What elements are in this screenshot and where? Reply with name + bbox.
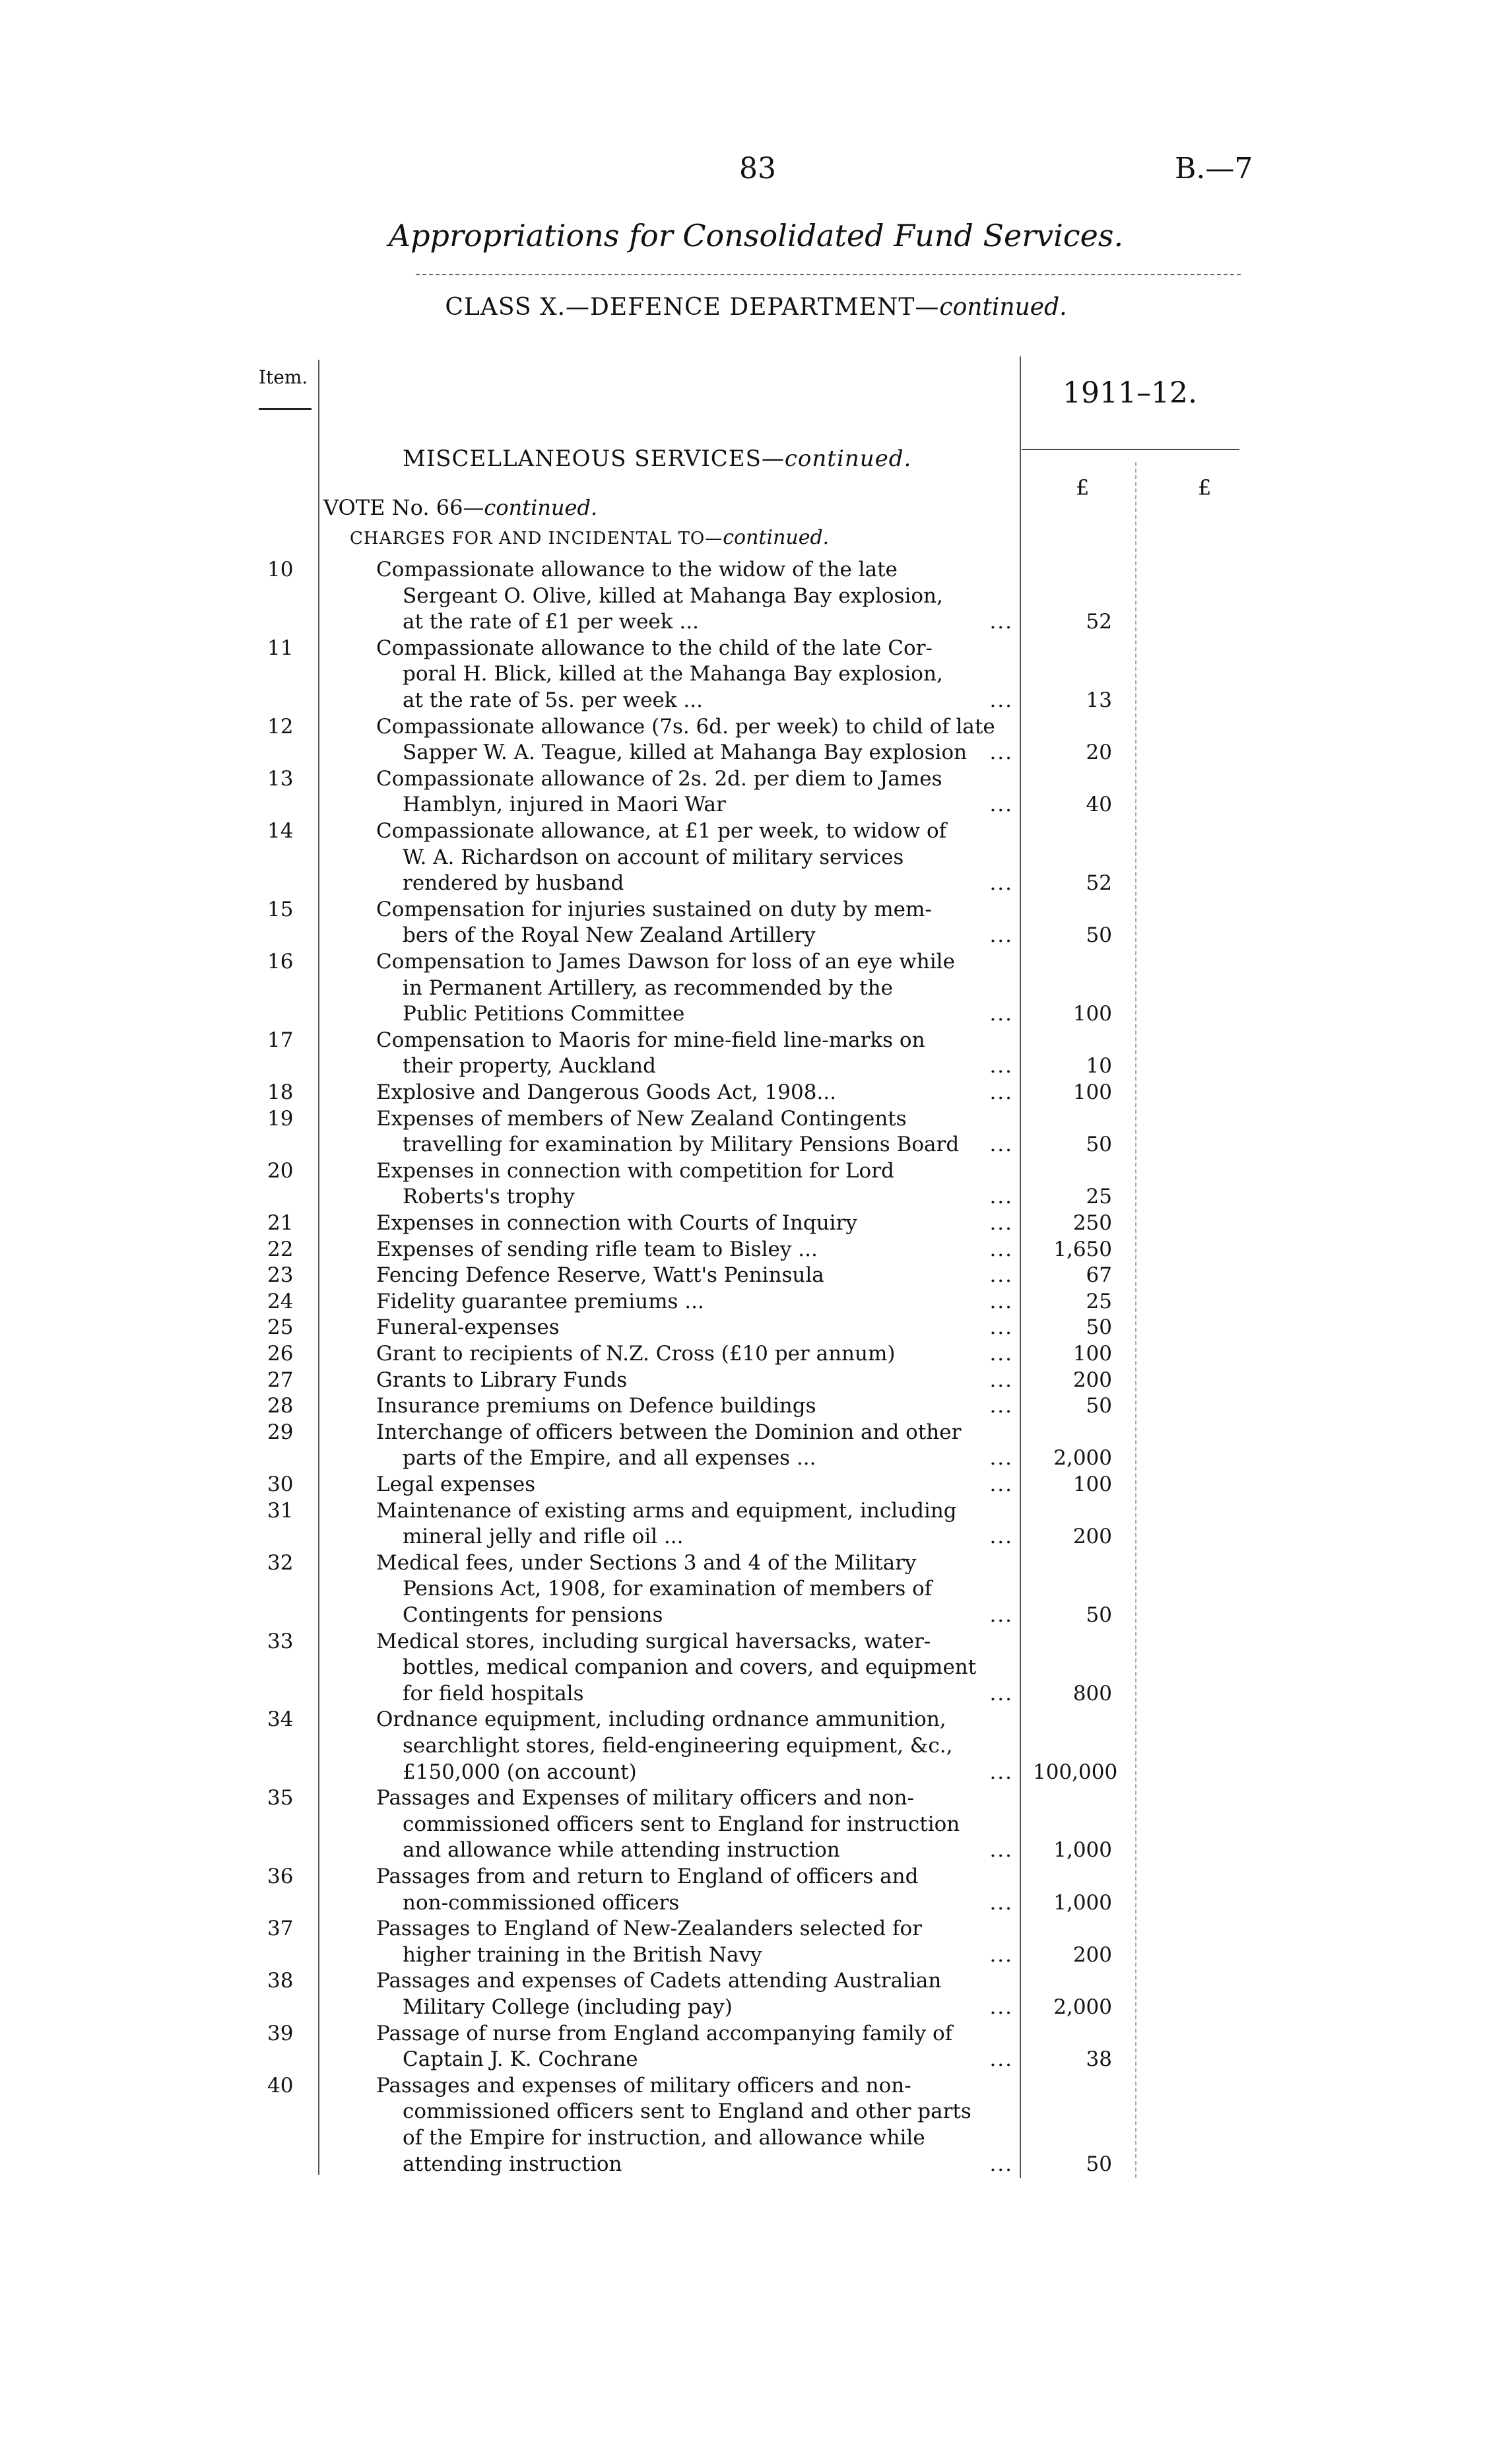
vote-heading-continued: continued. bbox=[484, 495, 598, 520]
item-number: 19 bbox=[267, 1106, 294, 1131]
item-amount: 100 bbox=[1072, 1080, 1112, 1104]
item-description-line bbox=[403, 2047, 1013, 2071]
item-number: 16 bbox=[267, 950, 294, 974]
item-description-text: Pensions Act, 1908, for examination of members of bbox=[403, 1577, 933, 1601]
item-description-line bbox=[376, 1159, 1013, 1183]
leader-dots: ... bbox=[989, 1185, 1013, 1209]
pound-sign-right: £ bbox=[1198, 475, 1212, 500]
charges-subheading bbox=[350, 526, 829, 549]
item-description-text: higher training in the British Navy bbox=[403, 1942, 762, 1967]
item-description-line bbox=[376, 898, 1013, 921]
item-number: 27 bbox=[267, 1368, 294, 1392]
charges-subheading-continued: continued. bbox=[723, 526, 830, 549]
item-amount: 1,650 bbox=[1053, 1237, 1112, 1261]
item-description-text: Compensation to Maoris for mine-field line-marks on bbox=[376, 1028, 925, 1052]
item-amount: 800 bbox=[1072, 1681, 1112, 1705]
item-description-text: Funeral-expenses bbox=[376, 1315, 560, 1340]
item-description-text: travelling for examination by Military Pensions Board bbox=[403, 1133, 960, 1157]
leader-dots: ... bbox=[989, 1995, 1013, 2019]
item-description-text: Passages to England of New-Zealanders selected for bbox=[376, 1917, 922, 1941]
item-description-text: Insurance premiums on Defence buildings bbox=[376, 1394, 816, 1418]
item-amount: 13 bbox=[1086, 688, 1112, 712]
item-description-text: Compassionate allowance, at £1 per week, to widow of bbox=[376, 819, 947, 843]
item-description-line bbox=[376, 715, 1013, 739]
item-description-line bbox=[376, 1394, 1013, 1418]
item-description-line bbox=[376, 1107, 1013, 1131]
item-description-text: Passages and expenses of military officers and non- bbox=[376, 2073, 911, 2098]
item-amount: 38 bbox=[1086, 2047, 1112, 2072]
item-number: 32 bbox=[267, 1550, 294, 1575]
item-amount: 50 bbox=[1086, 1133, 1112, 1157]
item-description-text: Interchange of officers between the Dominion and other bbox=[376, 1420, 962, 1444]
item-description-text: Grant to recipients of N.Z. Cross (£10 per annum) bbox=[376, 1342, 896, 1366]
item-description-line bbox=[376, 1080, 1013, 1104]
item-description-line bbox=[376, 1917, 1013, 1940]
item-description-text: Expenses of sending rifle team to Bisley ... bbox=[376, 1237, 818, 1261]
item-description-line bbox=[403, 2100, 1013, 2123]
class-heading-continued: continued. bbox=[939, 294, 1067, 321]
item-column-header: Item. bbox=[259, 366, 308, 388]
item-description-line bbox=[403, 1133, 1013, 1156]
item-number: 20 bbox=[267, 1158, 294, 1183]
item-amount: 52 bbox=[1086, 610, 1112, 634]
item-description-text: Expenses of members of New Zealand Contingents bbox=[376, 1106, 907, 1131]
item-description-text: Fidelity guarantee premiums ... bbox=[376, 1289, 704, 1313]
item-description-line bbox=[376, 1472, 1013, 1496]
item-description-line bbox=[403, 845, 1013, 869]
leader-dots: ... bbox=[989, 1890, 1013, 1915]
item-number: 21 bbox=[267, 1211, 294, 1235]
item-description-text: Legal expenses bbox=[376, 1472, 536, 1496]
item-amount: 200 bbox=[1072, 1942, 1112, 1967]
item-description-text: Explosive and Dangerous Goods Act, 1908... bbox=[376, 1080, 836, 1104]
item-description-line bbox=[403, 976, 1013, 1000]
item-description-text: in Permanent Artillery, as recommended by the bbox=[403, 976, 893, 1000]
item-description-text: parts of the Empire, and all expenses ... bbox=[403, 1446, 816, 1471]
item-description-text: £150,000 (on account) bbox=[403, 1760, 637, 1784]
item-number: 11 bbox=[267, 636, 294, 660]
item-description-line bbox=[403, 1603, 1013, 1627]
item-description-line bbox=[403, 1838, 1013, 1862]
item-description-line bbox=[403, 1995, 1013, 2019]
item-description-text: Expenses in connection with Courts of Inquiry bbox=[376, 1211, 857, 1235]
item-description-line bbox=[403, 1525, 1013, 1548]
leader-dots: ... bbox=[989, 1838, 1013, 1863]
item-number: 18 bbox=[267, 1080, 294, 1104]
leader-dots: ... bbox=[989, 688, 1013, 712]
item-description-line bbox=[376, 1342, 1013, 1366]
item-amount: 20 bbox=[1086, 741, 1112, 765]
leader-dots: ... bbox=[989, 1054, 1013, 1078]
item-description-text: Contingents for pensions bbox=[403, 1603, 663, 1627]
item-amount: 50 bbox=[1086, 1315, 1112, 1340]
item-description-line bbox=[403, 1812, 1013, 1836]
leader-dots: ... bbox=[989, 1681, 1013, 1705]
item-description-line bbox=[403, 741, 1013, 764]
amount-column-rule bbox=[1020, 356, 1021, 2178]
leader-dots: ... bbox=[989, 871, 1013, 896]
item-description-text: for field hospitals bbox=[403, 1681, 584, 1705]
leader-dots: ... bbox=[989, 1446, 1013, 1471]
item-description-line bbox=[376, 1368, 1013, 1392]
vote-heading-main: VOTE No. 66— bbox=[323, 495, 484, 520]
item-amount: 40 bbox=[1086, 793, 1112, 817]
item-number: 12 bbox=[267, 714, 294, 739]
page-title: Appropriations for Consolidated Fund Services. bbox=[388, 218, 1124, 253]
item-number: 24 bbox=[267, 1289, 294, 1313]
document-reference: B.—7 bbox=[1175, 152, 1253, 185]
item-description-text: at the rate of 5s. per week ... bbox=[403, 688, 703, 712]
item-number: 33 bbox=[267, 1629, 294, 1653]
leader-dots: ... bbox=[989, 1080, 1013, 1104]
item-description-line bbox=[403, 1185, 1013, 1208]
item-description-line bbox=[376, 767, 1013, 791]
item-description-text: and allowance while attending instruction bbox=[403, 1838, 840, 1863]
item-description-line bbox=[376, 1420, 1013, 1444]
item-description-line bbox=[376, 1786, 1013, 1810]
item-amount: 2,000 bbox=[1053, 1995, 1112, 2019]
item-amount: 67 bbox=[1086, 1263, 1112, 1288]
item-number: 35 bbox=[267, 1786, 294, 1810]
item-amount: 250 bbox=[1072, 1211, 1112, 1235]
item-description-text: Sergeant O. Olive, killed at Mahanga Bay explosion, bbox=[403, 583, 943, 608]
item-header-rule bbox=[259, 408, 312, 410]
item-description-text: searchlight stores, field-engineering equipment, &c., bbox=[403, 1734, 953, 1758]
item-description-line bbox=[376, 2022, 1013, 2045]
item-description-text: Passages and Expenses of military officers and non- bbox=[376, 1786, 914, 1810]
section-heading-main: MISCELLANEOUS SERVICES— bbox=[403, 446, 785, 472]
item-description-text: bottles, medical companion and covers, and equipment bbox=[403, 1655, 977, 1680]
item-number: 25 bbox=[267, 1315, 294, 1340]
item-description-line bbox=[376, 819, 1013, 843]
item-description-text: Ordnance equipment, including ordnance ammunition, bbox=[376, 1707, 946, 1732]
item-amount: 100 bbox=[1072, 1472, 1112, 1496]
item-number: 28 bbox=[267, 1394, 294, 1418]
item-description-text: Public Petitions Committee bbox=[403, 1002, 685, 1026]
leader-dots: ... bbox=[989, 2047, 1013, 2072]
item-description-line bbox=[403, 1943, 1013, 1967]
item-description-text: attending instruction bbox=[403, 2152, 622, 2176]
item-description-line bbox=[376, 1238, 1013, 1261]
item-description-text: Compassionate allowance to the widow of the late bbox=[376, 558, 898, 581]
item-number: 26 bbox=[267, 1342, 294, 1366]
item-description-line bbox=[403, 2152, 1013, 2176]
item-description-text: non-commissioned officers bbox=[403, 1890, 680, 1915]
item-description-text: Military College (including pay) bbox=[403, 1995, 733, 2019]
item-number: 17 bbox=[267, 1028, 294, 1052]
item-description-text: Compassionate allowance to the child of the late Cor- bbox=[376, 636, 933, 660]
item-description-text: poral H. Blick, killed at the Mahanga Bay explosion, bbox=[403, 662, 943, 686]
leader-dots: ... bbox=[989, 1237, 1013, 1261]
leader-dots: ... bbox=[989, 1263, 1013, 1288]
pound-sign-left: £ bbox=[1076, 475, 1090, 500]
item-number: 30 bbox=[267, 1472, 294, 1496]
amount-inner-rule bbox=[1135, 462, 1136, 2178]
item-description-text: Grants to Library Funds bbox=[376, 1368, 628, 1392]
leader-dots: ... bbox=[989, 1525, 1013, 1549]
item-description-text: Medical fees, under Sections 3 and 4 of the Military bbox=[376, 1550, 917, 1575]
item-description-text: Compensation for injuries sustained on duty by mem- bbox=[376, 897, 932, 921]
item-amount: 200 bbox=[1072, 1525, 1112, 1549]
item-number: 29 bbox=[267, 1420, 294, 1444]
item-number: 39 bbox=[267, 2021, 294, 2045]
item-amount: 100 bbox=[1072, 1342, 1112, 1366]
item-description-line bbox=[403, 1446, 1013, 1470]
item-description-text: Passages and expenses of Cadets attending Australian bbox=[376, 1969, 942, 1993]
item-description-text: commissioned officers sent to England for instruction bbox=[403, 1812, 960, 1836]
item-amount: 50 bbox=[1086, 1394, 1112, 1418]
item-description-text: Compassionate allowance of 2s. 2d. per diem to James bbox=[376, 766, 942, 791]
item-description-line bbox=[403, 871, 1013, 895]
item-description-text: Roberts's trophy bbox=[403, 1185, 575, 1209]
item-description-text: Compassionate allowance (7s. 6d. per week) to child of late bbox=[376, 714, 995, 739]
class-heading-main: CLASS X.—DEFENCE DEPARTMENT— bbox=[445, 294, 940, 321]
item-number: 13 bbox=[267, 766, 294, 791]
leader-dots: ... bbox=[989, 1368, 1013, 1392]
item-description-text: Maintenance of existing arms and equipment, including bbox=[376, 1498, 957, 1523]
leader-dots: ... bbox=[989, 923, 1013, 948]
item-description-text: Expenses in connection with competition for Lord bbox=[376, 1158, 894, 1183]
item-number: 10 bbox=[267, 558, 294, 581]
item-description-text: Compensation to James Dawson for loss of an eye while bbox=[376, 950, 955, 974]
item-description-line bbox=[376, 1499, 1013, 1523]
item-description-text: Hamblyn, injured in Maori War bbox=[403, 793, 726, 817]
item-number: 23 bbox=[267, 1263, 294, 1288]
item-description-text: their property, Auckland bbox=[403, 1054, 656, 1078]
item-description-line bbox=[376, 636, 1013, 660]
leader-dots: ... bbox=[989, 1315, 1013, 1340]
leader-dots: ... bbox=[989, 1472, 1013, 1496]
class-heading bbox=[0, 294, 1512, 321]
item-number: 37 bbox=[267, 1917, 294, 1941]
item-description-text: Fencing Defence Reserve, Watt's Peninsula bbox=[376, 1263, 824, 1288]
item-amount: 25 bbox=[1086, 1289, 1112, 1313]
charges-subheading-main: CHARGES FOR AND INCIDENTAL TO— bbox=[350, 529, 723, 548]
item-description-line bbox=[403, 1891, 1013, 1915]
item-amount: 52 bbox=[1086, 871, 1112, 896]
item-description-line bbox=[403, 1760, 1013, 1784]
item-amount: 50 bbox=[1086, 923, 1112, 948]
item-description-text: Medical stores, including surgical haversacks, water- bbox=[376, 1629, 931, 1653]
leader-dots: ... bbox=[989, 1289, 1013, 1313]
leader-dots: ... bbox=[989, 1760, 1013, 1784]
item-amount: 50 bbox=[1086, 2152, 1112, 2176]
leader-dots: ... bbox=[989, 1394, 1013, 1418]
item-amount: 10 bbox=[1086, 1054, 1112, 1078]
item-number: 36 bbox=[267, 1865, 294, 1888]
item-amount: 100,000 bbox=[1033, 1760, 1118, 1784]
item-description-line bbox=[403, 662, 1013, 686]
item-description-text: bers of the Royal New Zealand Artillery bbox=[403, 923, 816, 948]
item-description-line bbox=[403, 923, 1013, 947]
vote-heading bbox=[323, 495, 597, 520]
item-description-text: commissioned officers sent to England and other parts bbox=[403, 2100, 971, 2124]
item-description-line bbox=[403, 688, 1013, 712]
leader-dots: ... bbox=[989, 1603, 1013, 1627]
item-number: 40 bbox=[267, 2073, 294, 2098]
item-description-text: W. A. Richardson on account of military services bbox=[403, 845, 904, 869]
item-description-line bbox=[403, 2126, 1013, 2150]
leader-dots: ... bbox=[989, 2152, 1013, 2176]
item-number: 22 bbox=[267, 1237, 294, 1261]
item-description-line bbox=[376, 1630, 1013, 1653]
item-description-text: Captain J. K. Cochrane bbox=[403, 2047, 638, 2072]
leader-dots: ... bbox=[989, 610, 1013, 634]
item-amount: 200 bbox=[1072, 1368, 1112, 1392]
item-description-text: Sapper W. A. Teague, killed at Mahanga Bay explosion bbox=[403, 741, 968, 765]
item-description-line bbox=[376, 1028, 1013, 1052]
item-description-line bbox=[403, 1682, 1013, 1705]
item-amount: 50 bbox=[1086, 1603, 1112, 1627]
leader-dots: ... bbox=[989, 1133, 1013, 1157]
leader-dots: ... bbox=[989, 1942, 1013, 1967]
item-description-line bbox=[403, 1054, 1013, 1078]
item-description-text: of the Empire for instruction, and allowance while bbox=[403, 2126, 925, 2150]
item-number: 38 bbox=[267, 1969, 294, 1993]
item-description-text: Passages from and return to England of officers and bbox=[376, 1865, 919, 1888]
leader-dots: ... bbox=[989, 793, 1013, 817]
item-description-line bbox=[403, 1734, 1013, 1758]
item-description-text: mineral jelly and rifle oil ... bbox=[403, 1525, 684, 1549]
item-column-rule bbox=[318, 360, 319, 2175]
item-description-line bbox=[403, 584, 1013, 608]
item-description-line bbox=[403, 1002, 1013, 1026]
item-description-line bbox=[376, 2074, 1013, 2098]
item-description-line bbox=[403, 793, 1013, 816]
leader-dots: ... bbox=[989, 1002, 1013, 1026]
item-amount: 1,000 bbox=[1053, 1890, 1112, 1915]
item-amount: 25 bbox=[1086, 1185, 1112, 1209]
page-number: 83 bbox=[739, 152, 776, 185]
item-description-line bbox=[376, 950, 1013, 974]
item-number: 34 bbox=[267, 1707, 294, 1732]
item-description-line bbox=[403, 1577, 1013, 1601]
item-description-line bbox=[376, 1263, 1013, 1287]
item-description-line bbox=[376, 1315, 1013, 1339]
item-number: 14 bbox=[267, 819, 294, 843]
section-heading-continued: continued. bbox=[784, 446, 912, 472]
item-number: 31 bbox=[267, 1498, 294, 1523]
item-description-line bbox=[376, 1969, 1013, 1993]
item-description-line bbox=[403, 610, 1013, 634]
title-divider bbox=[416, 274, 1241, 275]
leader-dots: ... bbox=[989, 1342, 1013, 1366]
item-description-line bbox=[403, 1655, 1013, 1679]
leader-dots: ... bbox=[989, 1211, 1013, 1235]
leader-dots: ... bbox=[989, 741, 1013, 765]
item-description-line bbox=[376, 1290, 1013, 1313]
item-number: 15 bbox=[267, 897, 294, 921]
item-amount: 100 bbox=[1072, 1002, 1112, 1026]
item-description-text: at the rate of £1 per week ... bbox=[403, 610, 699, 634]
item-description-line bbox=[376, 1551, 1013, 1575]
year-column-header: 1911–12. bbox=[1063, 376, 1197, 410]
section-heading bbox=[403, 446, 911, 472]
year-header-rule bbox=[1022, 449, 1239, 450]
item-amount: 2,000 bbox=[1053, 1446, 1112, 1471]
item-description-line bbox=[376, 558, 1013, 581]
item-description-line bbox=[376, 1707, 1013, 1731]
item-description-line bbox=[376, 1211, 1013, 1235]
item-description-line bbox=[376, 1865, 1013, 1888]
item-description-text: Passage of nurse from England accompanying family of bbox=[376, 2021, 953, 2045]
item-description-text: rendered by husband bbox=[403, 871, 624, 896]
item-amount: 1,000 bbox=[1053, 1838, 1112, 1863]
